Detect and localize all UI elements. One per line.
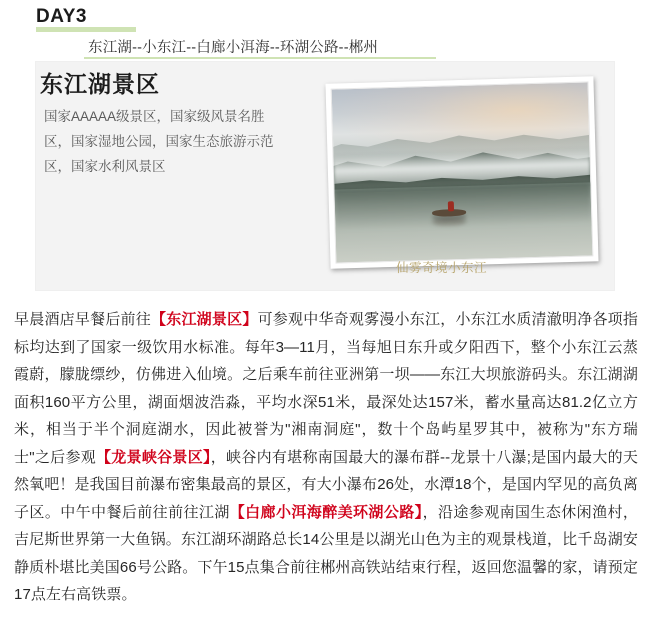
- body-segment-2: 可参观中华奇观雾漫小东江，小东江水质清澈明净各项指标均达到了国家一级饮用水标准。每年3—11月，当每旭日东升或夕阳西下，整个小东江云蒸霞蔚，朦胧缥纱，仿佛进入仙境。之后乘车前往亚洲第一坝——东江大坝旅游码头。东江湖湖面积160平方公里，湖面烟波浩淼，平均水深51米，最深处达157米，蓄水量高达81.2亿立方米，相当于半个洞庭湖水，因此被誉为"湘南洞庭"，数十个岛屿星罗其中，被称为"东方瑞士"之后参观: [14, 311, 638, 466]
- day-label: DAY3: [36, 6, 87, 27]
- highlight-longjing-gorge: 【龙景峡谷景区】: [96, 448, 211, 466]
- attraction-title: 东江湖景区: [40, 71, 160, 97]
- attraction-description: 国家AAAAA级景区，国家级风景名胜区，国家湿地公园，国家生态旅游示范区，国家水利风景区: [44, 109, 274, 174]
- photo-boatman: [447, 201, 453, 211]
- photo-image: [331, 81, 594, 263]
- highlight-dongjiang-lake: 【东江湖景区】: [151, 311, 258, 328]
- body-segment-3: ，峡谷内有堪称南国最大的瀑布群--龙景十八瀑;是国内最大的天然氧吧！是我国目前瀑布密集最高的景区，有大小瀑布26处，水潭18个，是国内罕见的高负离子区。中午中餐后前往前往江湖: [14, 448, 638, 521]
- route-underline: [84, 57, 436, 59]
- highlight-bailang-road: 【白廊小洱海醉美环湖公路】: [229, 503, 423, 521]
- photo-water-reflection: [334, 183, 591, 232]
- lake-mist-photo: [325, 76, 598, 268]
- photo-caption: 仙雾奇境小东江: [396, 261, 488, 275]
- body-segment-4: ，沿途参观南国生态休闲渔村，吉尼斯世界第一大鱼锅。东江湖环湖路总长14公里是以湖光山色为主的观景栈道，比千岛湖安静质朴堪比美国66号公路。下午15点集合前往郴州高铁站结束行程，返回您温馨的家，请预定17点左右高铁票。: [14, 503, 638, 603]
- route-text: 东江湖--小东江--白廊小洱海--环湖公路--郴州: [88, 40, 379, 56]
- itinerary-body: [14, 306, 638, 609]
- body-segment-1: 早晨酒店早餐后前往: [14, 311, 151, 328]
- day-underline: [36, 27, 136, 32]
